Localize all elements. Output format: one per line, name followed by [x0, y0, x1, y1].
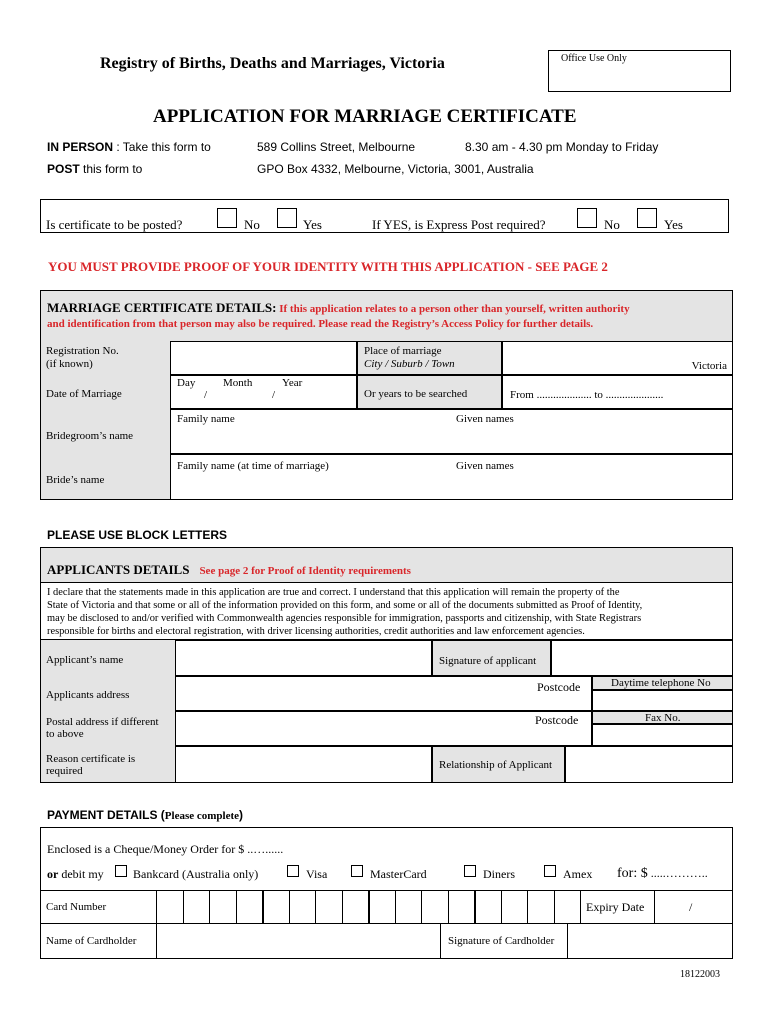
form-title: APPLICATION FOR MARRIAGE CERTIFICATE	[153, 106, 577, 127]
form-code: 18122003	[680, 969, 720, 980]
bride-label: Bride’s name	[46, 474, 105, 486]
card-digit-cell[interactable]	[474, 890, 501, 923]
registry-title: Registry of Births, Deaths and Marriages, Victoria	[100, 55, 445, 72]
posted-yes-checkbox[interactable]	[277, 208, 297, 228]
registration-no-input[interactable]	[170, 341, 357, 375]
signature-label-cell	[432, 640, 551, 676]
bridegroom-given-names-label: Given names	[456, 413, 514, 425]
victoria-label: Victoria	[691, 360, 727, 372]
debit-text: debit my	[58, 867, 104, 881]
bankcard-label: Bankcard (Australia only)	[133, 867, 259, 881]
reason-input[interactable]	[175, 746, 432, 783]
reason-label-1: Reason certificate is	[46, 753, 136, 765]
place-of-marriage-input[interactable]	[502, 341, 733, 375]
in-person-address: 589 Collins Street, Melbourne	[257, 140, 416, 154]
card-digit-cell[interactable]	[183, 890, 210, 923]
card-digit-cell[interactable]	[448, 890, 475, 923]
in-person-hours: 8.30 am - 4.30 pm Monday to Friday	[465, 140, 659, 154]
applicant-name-label: Applicant’s name	[46, 654, 124, 666]
card-digit-cell[interactable]	[368, 890, 395, 923]
daytime-phone-header	[592, 676, 733, 690]
posting-box	[40, 199, 729, 233]
payment-heading-note: Please complete	[164, 810, 240, 822]
years-searched-label-cell	[357, 375, 502, 409]
card-cells-end-line	[580, 890, 581, 923]
express-question: If YES, is Express Post required?	[372, 217, 546, 232]
card-digit-cell[interactable]	[421, 890, 448, 923]
relationship-input[interactable]	[565, 746, 733, 783]
card-digit-cell[interactable]	[554, 890, 581, 923]
postcode-label: Postcode	[537, 680, 581, 694]
enclosed-cheque-text: Enclosed is a Cheque/Money Order for $ ..…......	[47, 842, 284, 856]
applicant-heading-note: See page 2 for Proof of Identity requirements	[199, 565, 411, 577]
postcode-label-2: Postcode	[535, 713, 579, 727]
post-label: POST	[47, 162, 80, 176]
applicant-heading-line	[47, 561, 411, 579]
payment-heading-close: )	[239, 808, 244, 822]
fax-input[interactable]	[592, 724, 733, 746]
from-to-label: From .................... to .....................	[510, 389, 664, 401]
daytime-phone-label: Daytime telephone No	[611, 677, 711, 689]
relationship-label-cell	[432, 746, 565, 783]
in-person-line	[47, 140, 211, 154]
applicant-heading: APPLICANTS DETAILS	[47, 562, 190, 577]
card-digit-cell[interactable]	[501, 890, 528, 923]
card-digit-cell[interactable]	[262, 890, 289, 923]
marriage-heading-note-1: If this application relates to a person other than yourself, written authority	[276, 303, 630, 315]
years-searched-label: Or years to be searched	[364, 388, 468, 400]
payment-heading-line	[47, 808, 243, 822]
card-digit-cell[interactable]	[315, 890, 342, 923]
fax-header	[592, 711, 733, 724]
day-label: Day	[177, 377, 196, 389]
card-digit-cell[interactable]	[156, 890, 183, 923]
posted-question: Is certificate to be posted?	[46, 217, 183, 232]
card-digit-cell[interactable]	[527, 890, 554, 923]
applicant-address-label: Applicants address	[46, 689, 130, 701]
fax-label: Fax No.	[645, 712, 681, 724]
postal-address-label-1: Postal address if different	[46, 716, 159, 728]
for-label: for: $	[617, 866, 648, 881]
posted-no-checkbox[interactable]	[217, 208, 237, 228]
office-use-box	[548, 50, 731, 92]
declaration-line-4: responsible for births and electoral registration, with driver licensing authorities, credit authorities and law enforcement agencies.	[47, 626, 585, 637]
date-slash-2: /	[272, 389, 276, 401]
reason-label-2: required	[46, 765, 83, 777]
signature-label: Signature of applicant	[439, 655, 537, 667]
or-label: or	[47, 867, 59, 881]
marriage-heading-line1	[47, 300, 630, 316]
payment-heading: PAYMENT DETAILS (	[47, 808, 165, 822]
card-digit-cell[interactable]	[236, 890, 263, 923]
card-digit-cell[interactable]	[289, 890, 316, 923]
date-slash-1: /	[204, 389, 208, 401]
month-label: Month	[223, 377, 253, 389]
in-person-text: : Take this form to	[113, 140, 211, 154]
diners-label: Diners	[483, 867, 515, 881]
applicant-name-input[interactable]	[175, 640, 432, 676]
place-sub-label: City / Suburb / Town	[364, 358, 455, 370]
card-digit-cell[interactable]	[342, 890, 369, 923]
declaration-line-1: I declare that the statements made in this application are true and correct. I understand that this application will remain the property of the	[47, 587, 620, 598]
bride-given-names-label: Given names	[456, 460, 514, 472]
cardholder-signature-input[interactable]	[567, 923, 733, 959]
cardholder-name-input[interactable]	[156, 923, 441, 959]
year-label: Year	[282, 377, 303, 389]
in-person-label: IN PERSON	[47, 140, 114, 154]
relationship-label: Relationship of Applicant	[439, 759, 553, 771]
bridegroom-label: Bridegroom’s name	[46, 430, 134, 442]
debit-line	[47, 867, 104, 882]
amex-label: Amex	[563, 867, 593, 881]
card-number-label: Card Number	[46, 901, 107, 913]
if-known-label: (if known)	[46, 358, 93, 370]
card-digit-cell[interactable]	[395, 890, 422, 923]
declaration-line-2: State of Victoria and that some or all of the information provided on this form, and some or all of the documents submitted as Proof of Identity,	[47, 600, 643, 611]
marriage-heading: MARRIAGE CERTIFICATE DETAILS:	[47, 300, 277, 315]
identity-warning: YOU MUST PROVIDE PROOF OF YOUR IDENTITY WITH THIS APPLICATION - SEE PAGE 2	[48, 259, 608, 274]
registration-no-label: Registration No.	[46, 345, 119, 357]
bridegroom-family-name-label: Family name	[177, 413, 235, 425]
date-of-marriage-label: Date of Marriage	[46, 388, 122, 400]
years-searched-input[interactable]	[502, 375, 733, 409]
expiry-label: Expiry Date	[586, 900, 645, 914]
mastercard-label: MasterCard	[370, 867, 427, 881]
office-use-label: Office Use Only	[561, 53, 627, 64]
visa-checkbox[interactable]	[287, 865, 299, 877]
bride-family-name-label: Family name (at time of marriage)	[177, 460, 329, 472]
date-of-marriage-input[interactable]	[170, 375, 357, 409]
place-of-marriage-label-cell	[357, 341, 502, 375]
express-no-label: No	[604, 217, 620, 232]
cardholder-signature-label: Signature of Cardholder	[448, 935, 555, 947]
post-text: this form to	[79, 162, 143, 176]
bridegroom-name-input[interactable]	[170, 409, 733, 454]
expiry-input[interactable]	[654, 890, 733, 923]
bankcard-checkbox[interactable]	[115, 865, 127, 877]
signature-input[interactable]	[551, 640, 733, 676]
posted-yes-label: Yes	[303, 217, 322, 232]
place-label: Place of marriage	[364, 345, 442, 357]
post-line	[47, 162, 142, 176]
postal-address-label-2: to above	[46, 728, 84, 740]
card-digit-cell[interactable]	[209, 890, 236, 923]
diners-checkbox[interactable]	[464, 865, 476, 877]
for-dots: .....………..	[647, 866, 708, 880]
post-address: GPO Box 4332, Melbourne, Victoria, 3001, Australia	[257, 162, 534, 176]
bride-name-input[interactable]	[170, 454, 733, 500]
marriage-heading-note-2: and identification from that person may also be required. Please read the Registry’s Access Policy for further details.	[47, 318, 594, 330]
expiry-slash: /	[689, 900, 693, 914]
declaration-line-3: may be disclosed to and/or verified with Commonwealth agencies responsible for immigration, passports and citizenship, with State Registrars	[47, 613, 642, 624]
for-amount-line	[617, 864, 708, 882]
cardholder-name-label: Name of Cardholder	[46, 935, 137, 947]
postal-address-input[interactable]	[175, 711, 592, 746]
express-yes-checkbox[interactable]	[637, 208, 657, 228]
posted-no-label: No	[244, 217, 260, 232]
amex-checkbox[interactable]	[544, 865, 556, 877]
express-yes-label: Yes	[664, 217, 683, 232]
express-no-checkbox[interactable]	[577, 208, 597, 228]
mastercard-checkbox[interactable]	[351, 865, 363, 877]
daytime-phone-input[interactable]	[592, 690, 733, 711]
applicant-address-input[interactable]	[175, 676, 592, 711]
visa-label: Visa	[306, 867, 328, 881]
declaration-box	[40, 582, 733, 640]
block-letters-note: PLEASE USE BLOCK LETTERS	[47, 528, 228, 542]
